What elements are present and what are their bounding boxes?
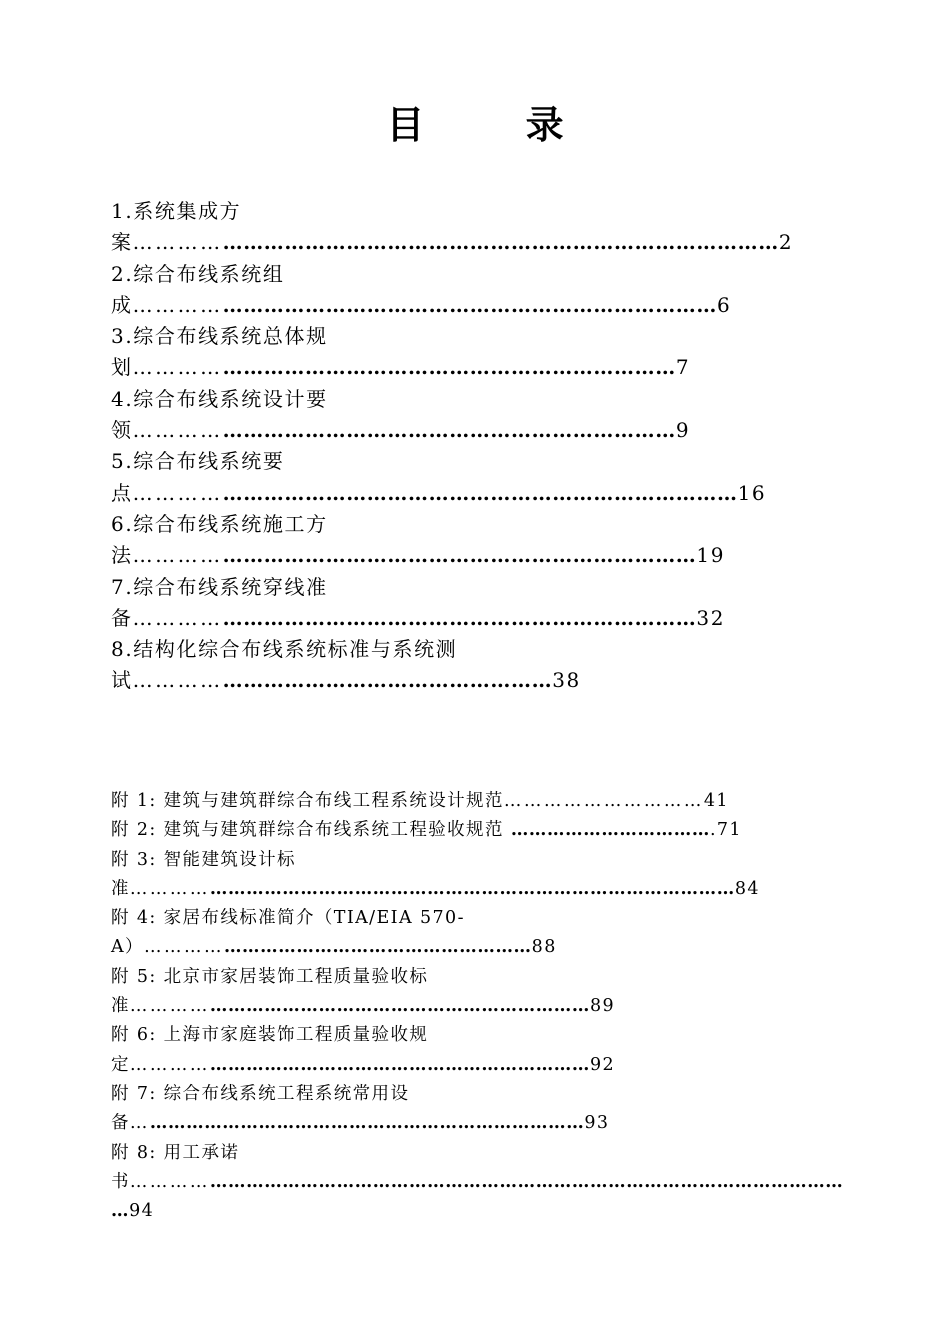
toc-leader-dots: ……………………………	[510, 820, 710, 841]
toc-entry-page: 6	[717, 292, 732, 317]
toc-entry-6[interactable]	[111, 509, 859, 572]
appendix-entry-label: 附 1: 建筑与建筑群综合布线工程系统设计规范	[111, 791, 504, 811]
toc-entry-page: 7	[675, 355, 691, 380]
toc-leader-dots: …………	[132, 605, 223, 630]
appendix-entry-page: 84	[734, 878, 760, 899]
toc-leader-dots: ………………………………………………………	[209, 1054, 591, 1075]
page-title: 目 录	[386, 103, 608, 147]
toc-leader-dots: …………	[132, 668, 223, 693]
appendix-entry-label: 附 6: 上海市家庭装饰工程质量验收规定	[111, 1025, 429, 1075]
toc-leader-dots: ……………………………………………………………	[222, 605, 697, 630]
toc-entry-page: 16	[737, 480, 767, 505]
toc-leader-dots: …………	[129, 878, 210, 899]
toc-leader-dots: ……………………………………………………………	[222, 543, 697, 568]
toc-entry-label: 5.综合布线系统要点	[111, 449, 285, 505]
appendix-entry-label: 附 3: 智能建筑设计标准	[111, 849, 296, 899]
appendix-entry-3[interactable]	[111, 846, 859, 905]
appendix-entry-page: 94	[129, 1201, 155, 1222]
toc-entry-label: 7.综合布线系统穿线准备	[111, 574, 328, 630]
toc-entry-4[interactable]	[111, 384, 859, 447]
toc-entry-page: 32	[696, 605, 726, 630]
toc-entry-label: 6.综合布线系统施工方法	[111, 511, 328, 568]
toc-leader-dots: …………	[132, 480, 223, 505]
appendix-entry-page: .71	[709, 820, 742, 841]
toc-leader-dots: ……………………………………………	[223, 937, 532, 958]
appendix-entry-label: 附 4: 家居布线标准简介（TIA/EIA 570-A）	[111, 908, 465, 958]
table-of-contents-appendix	[111, 787, 859, 1226]
toc-leader-dots: …………………………………………………………	[222, 355, 676, 380]
toc-entry-page: 19	[696, 543, 726, 568]
appendix-entry-5[interactable]	[111, 963, 859, 1022]
toc-entry-7[interactable]	[111, 572, 859, 635]
appendix-entry-page: 93	[584, 1113, 610, 1134]
toc-leader-dots: …………………………	[503, 791, 704, 811]
toc-leader-dots: …………	[132, 292, 223, 317]
toc-leader-dots: ………………………………………………………………	[222, 292, 718, 317]
toc-leader-dots: …………	[132, 355, 223, 380]
appendix-entry-1[interactable]	[111, 787, 859, 816]
toc-entry-label: 1.系统集成方案	[111, 199, 242, 255]
appendix-entry-4[interactable]	[111, 904, 859, 963]
toc-entry-8[interactable]	[111, 634, 859, 697]
toc-leader-dots: ………………………………………………………	[209, 996, 591, 1017]
appendix-entry-page: 88	[531, 937, 557, 958]
toc-leader-dots: …………	[129, 996, 210, 1017]
toc-entry-3[interactable]	[111, 321, 859, 384]
toc-entry-page: 9	[675, 418, 691, 443]
toc-leader-dots: …………	[132, 418, 223, 443]
toc-entry-label: 3.综合布线系统总体规划	[111, 324, 328, 380]
toc-entry-2[interactable]	[111, 259, 859, 322]
toc-entry-page: 2	[778, 230, 794, 255]
toc-leader-dots: ………………………………………………………………………………………………	[111, 1171, 844, 1222]
appendix-entry-8[interactable]	[111, 1139, 859, 1227]
toc-leader-dots: …………	[132, 543, 223, 568]
appendix-entry-page: 89	[590, 996, 616, 1017]
toc-leader-dots: ……………………………………………………………………………	[209, 878, 735, 899]
appendix-entry-page: 92	[590, 1054, 616, 1075]
toc-entry-page: 38	[552, 668, 581, 693]
appendix-entry-label: 附 2: 建筑与建筑群综合布线系统工程验收规范	[111, 820, 511, 841]
toc-leader-dots: …………	[132, 230, 223, 255]
appendix-entry-page: 41	[703, 791, 729, 811]
toc-leader-dots: …………	[143, 937, 224, 958]
toc-entry-5[interactable]	[111, 446, 859, 509]
toc-entry-label: 8.结构化综合布线系统标准与系统测试	[111, 637, 458, 693]
appendix-entry-7[interactable]	[111, 1080, 859, 1139]
toc-leader-dots: …………………………………………………………	[222, 418, 676, 443]
appendix-entry-6[interactable]	[111, 1021, 859, 1080]
toc-leader-dots: ………………………………………………………………	[149, 1113, 585, 1134]
toc-entry-1[interactable]	[111, 196, 859, 259]
toc-leader-dots: …………	[129, 1054, 210, 1075]
appendix-entry-label: 附 5: 北京市家居装饰工程质量验收标准	[111, 966, 429, 1017]
toc-entry-label: 4.综合布线系统设计要领	[111, 386, 328, 443]
toc-leader-dots: …………………………………………………………………	[222, 480, 738, 505]
table-of-contents-main	[111, 196, 859, 697]
appendix-entry-label: 附 8: 用工承诺书	[111, 1142, 240, 1192]
toc-leader-dots: ………………………………………………………………………	[222, 230, 779, 255]
toc-leader-dots: …………	[129, 1171, 210, 1192]
toc-entry-label: 2.综合布线系统组成	[111, 261, 285, 317]
appendix-entry-2[interactable]	[111, 816, 859, 845]
appendix-entry-label: 附 7: 综合布线系统工程系统常用设备	[111, 1083, 410, 1134]
toc-leader-dots: …………………………………………	[222, 668, 553, 693]
toc-leader-dots: …	[129, 1113, 150, 1134]
